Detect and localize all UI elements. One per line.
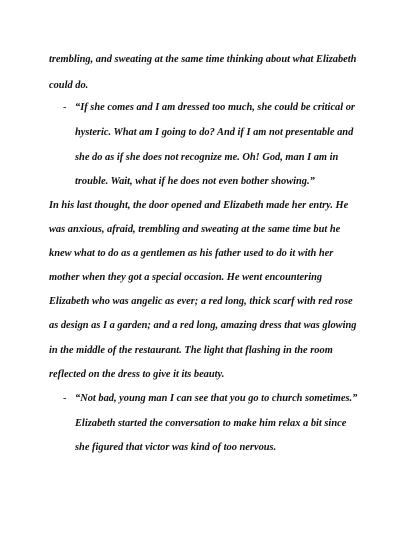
text-line: hysteric. What am I going to do? And if I am not presentable and <box>75 127 354 138</box>
text-line: she figured that victor was kind of too nervous. <box>75 442 277 453</box>
dialogue-bullet: - <box>63 102 67 113</box>
text-line: Elizabeth who was angelic as ever; a red long, thick scarf with red rose <box>49 296 353 307</box>
text-line: was anxious, afraid, trembling and sweating at the same time but he <box>49 224 341 235</box>
text-line: “Not bad, young man I can see that you go to church sometimes.” <box>75 393 358 404</box>
text-line: In his last thought, the door opened and Elizabeth made her entry. He <box>49 200 349 211</box>
text-line: she do as if she does not recognize me. Oh! God, man I am in <box>75 152 339 163</box>
text-line: knew what to do as a gentlemen as his father used to do it with her <box>49 248 334 259</box>
text-line: Elizabeth started the conversation to make him relax a bit since <box>75 418 347 429</box>
text-line: as design as I a garden; and a red long, amazing dress that was glowing <box>49 320 357 331</box>
text-line: in the middle of the restaurant. The light that flashing in the room <box>49 345 333 356</box>
dialogue-bullet: - <box>63 393 67 404</box>
text-line: trembling, and sweating at the same time thinking about what Elizabeth <box>49 54 357 65</box>
text-line: could do. <box>49 80 89 91</box>
text-line: reflected on the dress to give it its beauty. <box>49 369 225 380</box>
text-line: trouble. Wait, what if he does not even bother showing.” <box>75 176 315 187</box>
text-line: mother when they got a special occasion. He went encountering <box>49 272 323 283</box>
text-line: “If she comes and I am dressed too much, she could be critical or <box>75 102 355 113</box>
